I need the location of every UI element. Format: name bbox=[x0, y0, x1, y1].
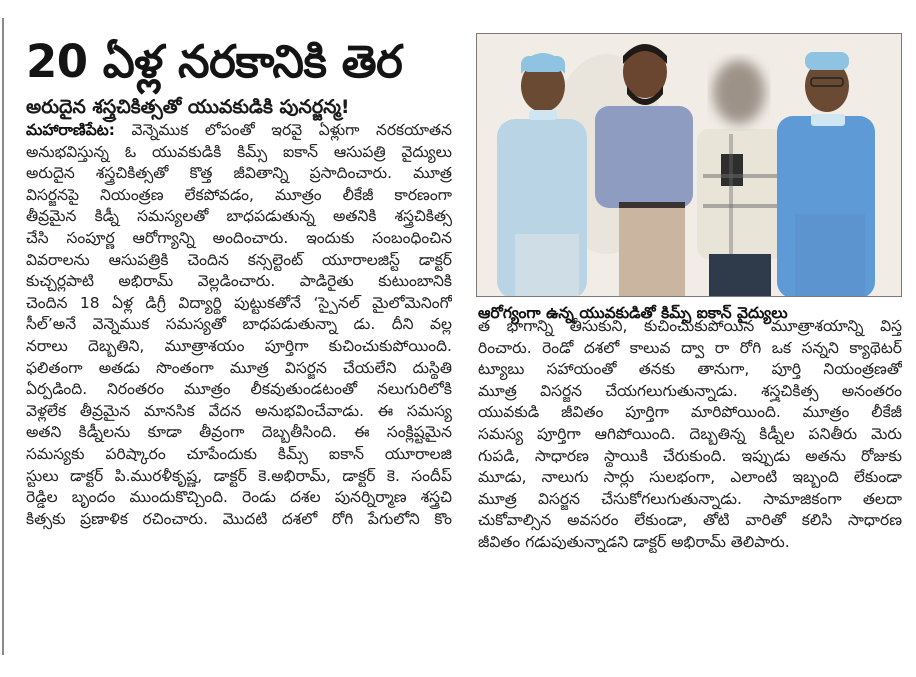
body-line: ఏర్పడింది. నిరంతరం మూత్రం లీకవుతుండటంతో నలుగురిలోకి bbox=[26, 380, 452, 399]
body-line: ఫలితంగా అతడు సొంతంగా మూత్ర విసర్జన చేయలేని దుస్థితి bbox=[26, 358, 452, 377]
subheadline: అరుదైన శస్త్రచికిత్సతో యువకుడికి పునర్జన్మ! bbox=[26, 96, 350, 118]
body-line: అనుభవిస్తున్న ఓ యువకుడికి కిమ్స్ ఐకాన్ ఆసుపత్రి వైద్యులు bbox=[26, 142, 452, 161]
body-line: అతని కిడ్నీలను కూడా తీవ్రంగా దెబ్బతీసింది. ఈ సంక్లిష్టమైన bbox=[26, 423, 452, 442]
body-line: చేసి సంపూర్ణ ఆరోగ్యాన్ని అందించారు. ఇందుకు సంబంధించిన bbox=[26, 228, 452, 247]
body-line: తీవ్రమైన కిడ్నీ సమస్యలతో బాధపడుతున్న అతనికి శస్త్రచికిత్స bbox=[26, 207, 452, 226]
body-line: మహారాణిపేట: వెన్నెముక లోపంతో ఇరవై ఏళ్లుగా నరకయాతన bbox=[26, 121, 452, 139]
body-line: కిత్సకు ప్రణాళిక రచించారు. మొదటి దశలో రోగి పేగులోని కొం bbox=[26, 509, 452, 528]
body-line: చుకోవాల్సిన అవసరం లేకుండా, తోటి వారితో కలిసి సాధారణ bbox=[478, 511, 902, 530]
body-line: రెడ్డిల బృందం ముందుకొచ్చింది. రెండు దశల పునర్నిర్మాణ శస్త్రచి bbox=[26, 488, 452, 507]
article-photo bbox=[476, 33, 902, 297]
body-line: కుచ్చర్లపాటి అభిరామ్ వెల్లడించారు. పాడిరైతు కుటుంబానికి bbox=[26, 272, 452, 291]
body-line: సీల్’అనే వెన్నెముక సమస్యతో బాధపడుతున్నా డు. దీని వల్ల bbox=[26, 315, 452, 334]
body-line: వివరాలను ఆసుపత్రికి చెందిన కన్సల్టెంట్ యూరాలజిస్ట్ డాక్టర్ bbox=[26, 250, 452, 269]
body-line: రించారు. రెండో దశలో కాలువ ద్వా రా రోగి ఒక సన్నని క్యాథెటర్ bbox=[478, 338, 902, 357]
headline: 20 ఏళ్ల నరకానికి తెర bbox=[26, 35, 403, 88]
body-line: ట్యూబు సహాయంతో తనకు తానుగా, పూర్తి నియంత్రణతో bbox=[478, 360, 902, 379]
body-line: మూత్ర విసర్జన చేయగలుగుతున్నాడు. శస్త్రచికిత్స అనంతరం bbox=[478, 381, 902, 400]
column-rule bbox=[2, 18, 4, 655]
body-line: సమస్యకు పరిష్కారం చూపేందుకు కిమ్స్ ఐకాన్ యూరాలజి bbox=[26, 444, 452, 463]
body-line: నరాలు దెబ్బతిని, మూత్రాశయం పూర్తిగా కుచించుకుపోయింది. bbox=[26, 336, 452, 355]
body-line: స్టులు డాక్టర్ పి.మురళీకృష్ణ, డాక్టర్ కె.అభిరామ్, డాక్టర్ కె. సందీప్ bbox=[26, 466, 452, 485]
body-line: చెందిన 18 ఏళ్ల డిగ్రీ విద్యార్థి పుట్టుకతోనే ‘స్పైనల్ మైలోమెనింగో bbox=[26, 293, 452, 312]
body-line: మూత్ర విసర్జన చేసుకోగలుగుతున్నాడు. సామాజికంగా తలదా bbox=[478, 489, 902, 508]
body-line: అరుదైన శస్త్రచికిత్సతో కొత్త జీవితాన్ని ప్రసాదించారు. మూత్ర bbox=[26, 164, 452, 183]
body-line: మూడు, నాలుగు సార్లు సులభంగా, ఎలాంటి ఇబ్బంది లేకుండా bbox=[478, 468, 902, 487]
body-line: జీవితం గడుపుతున్నాడని డాక్టర్ అభిరామ్ తెలిపారు. bbox=[478, 532, 790, 551]
dateline: మహారాణిపేట: bbox=[26, 121, 115, 139]
body-line: వెళ్లలేక తీవ్రమైన మానసిక వేదన అనుభవించేవాడు. ఈ సమస్య bbox=[26, 401, 452, 420]
article-body-left bbox=[26, 120, 452, 530]
body-line: త భాగాన్ని తీసుకుని, కుచించుకుపోయిన మూత్రాశయాన్ని విస్త bbox=[478, 317, 902, 335]
body-line: యువకుడి జీవితం పూర్తిగా మారిపోయింది. మూత్రం లీకేజీ bbox=[478, 403, 902, 422]
body-line: సమస్య పూర్తిగా ఆగిపోయింది. దెబ్బతిన్న కిడ్నీల పనితీరు మెరు bbox=[478, 424, 902, 443]
photo-illustration bbox=[477, 34, 902, 297]
photo-caption: ఆరోగ్యంగా ఉన్న యువకుడితో కిమ్స్ ఐకాన్ వైద్యులు bbox=[478, 304, 788, 322]
article-body-right bbox=[478, 316, 902, 554]
body-line: గుపడి, సాధారణ స్థాయికి చేరుకుంది. ఇప్పుడు అతను రోజుకు bbox=[478, 446, 902, 465]
body-line: విసర్జనపై నియంత్రణ లేకపోవడం, మూత్రం లీకేజీ కారణంగా bbox=[26, 185, 452, 204]
